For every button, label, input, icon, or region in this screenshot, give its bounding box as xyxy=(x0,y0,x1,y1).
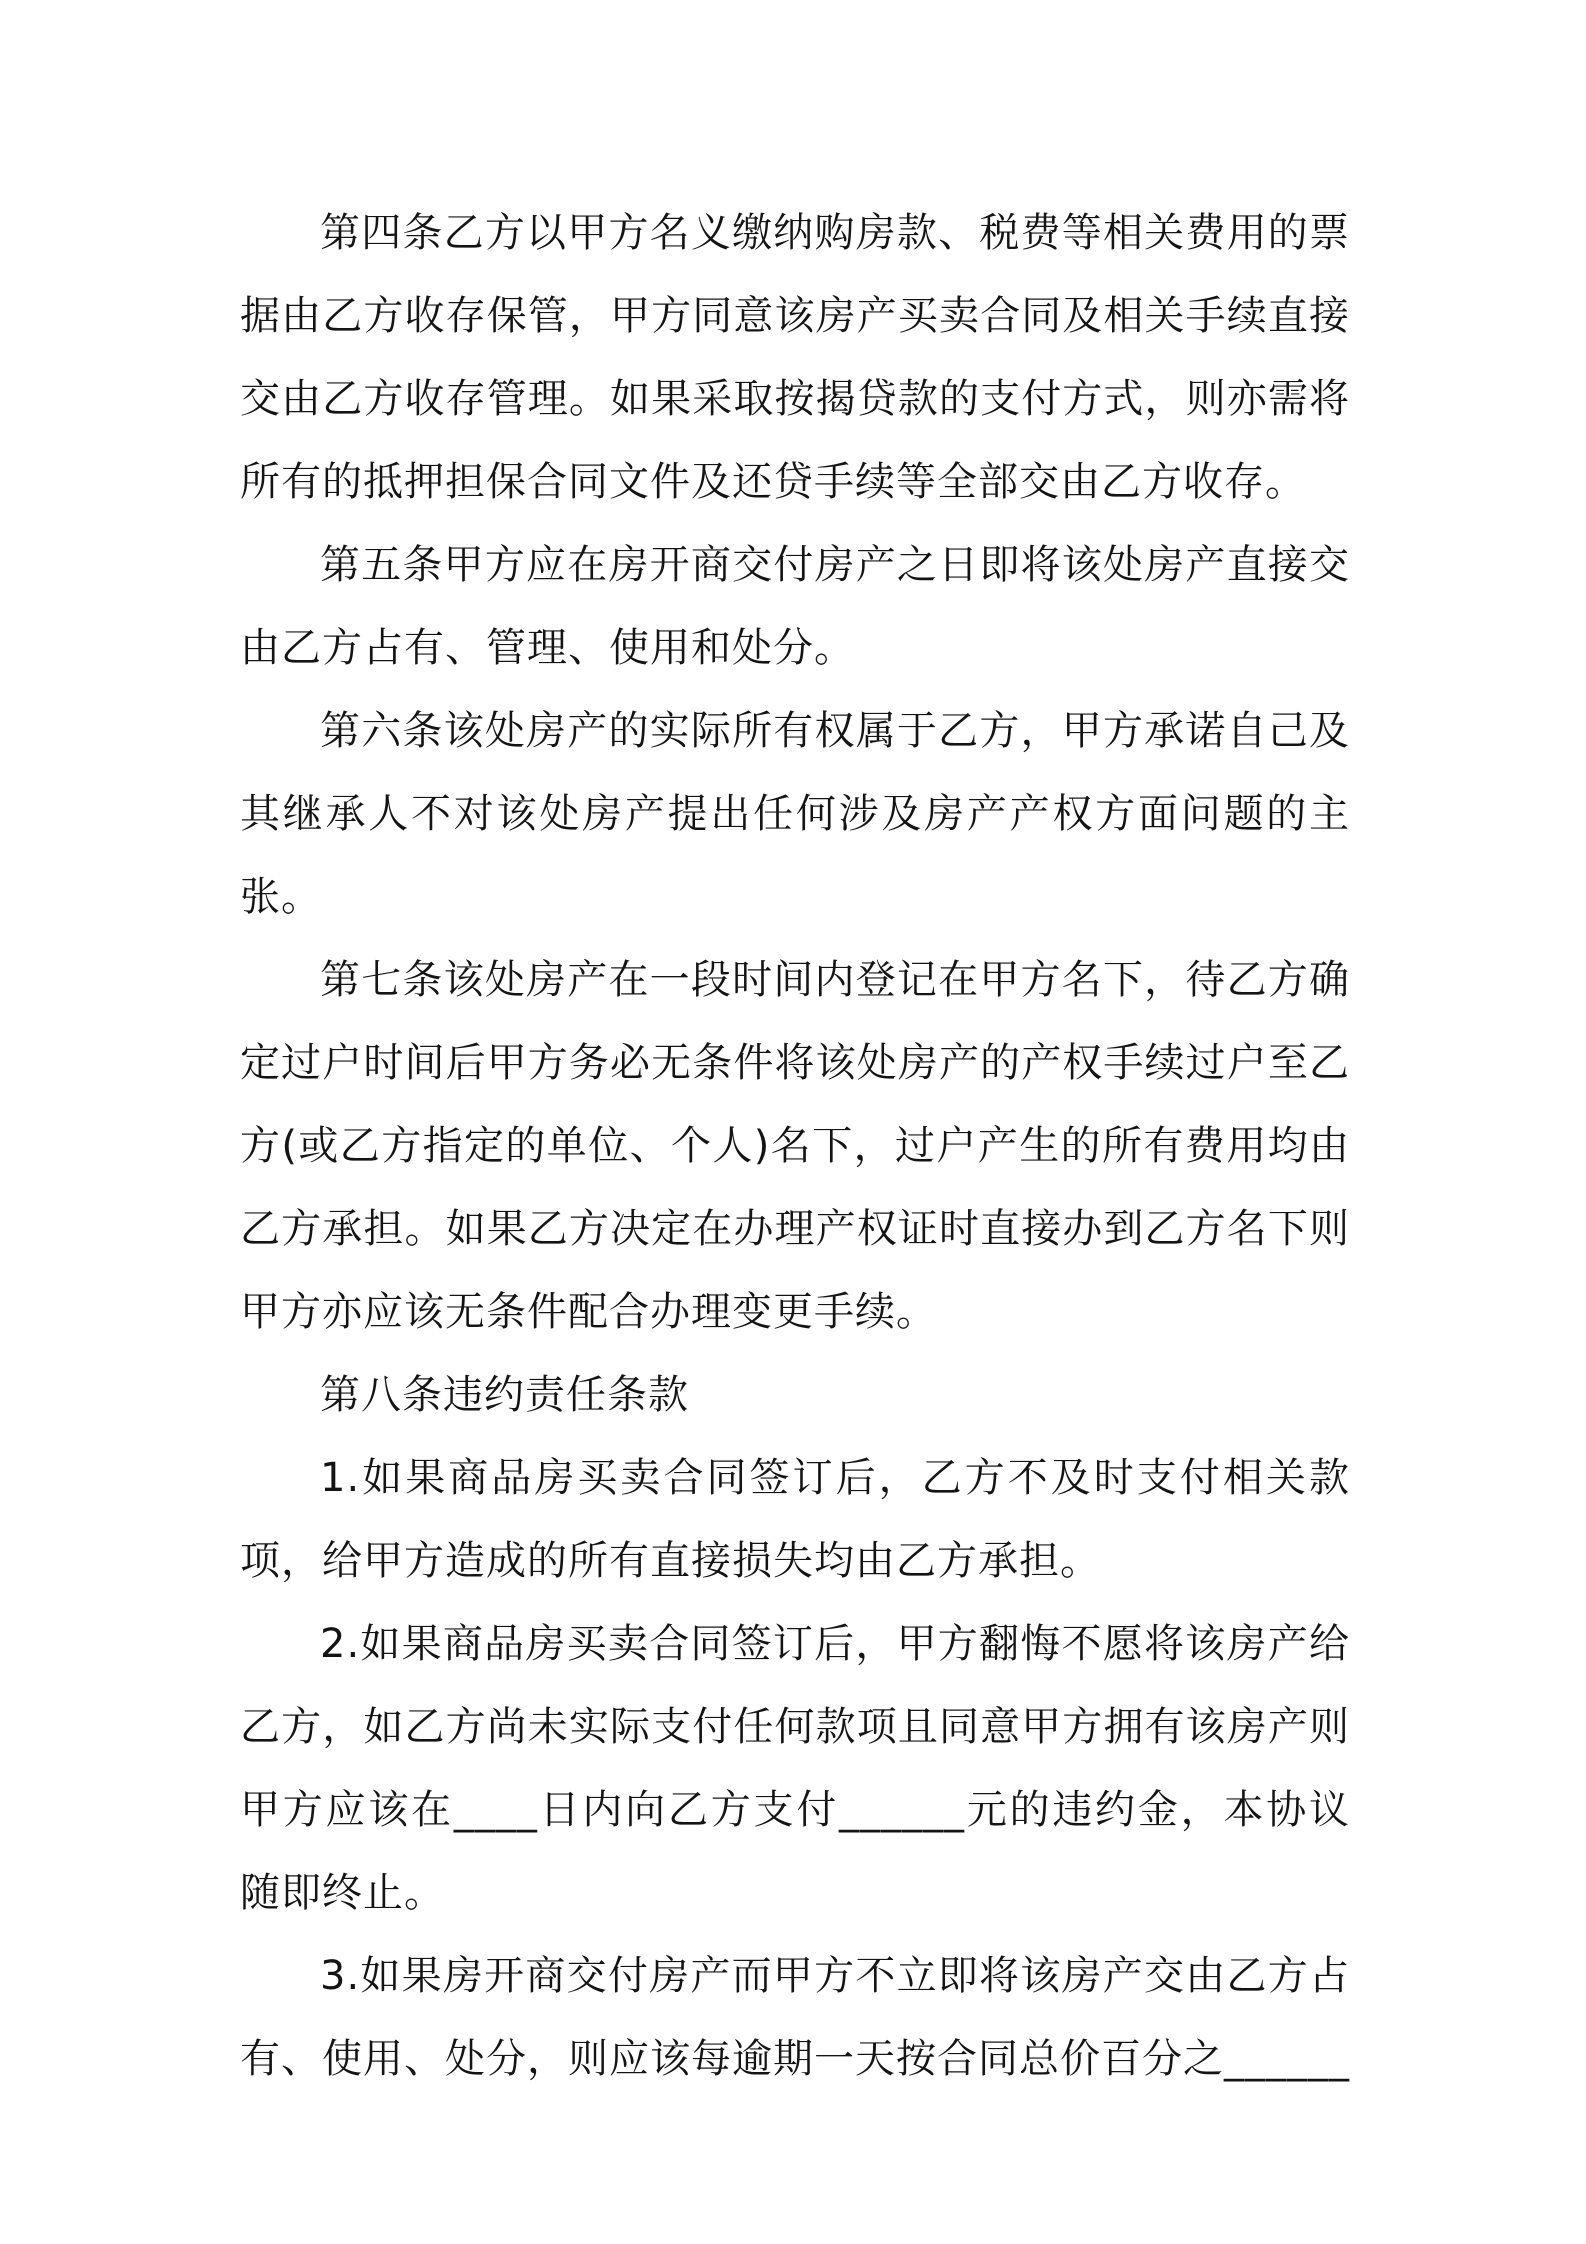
clause-7-paragraph: 第七条该处房产在一段时间内登记在甲方名下，待乙方确定过户时间后甲方务必无条件将该处房产的产权手续过户至乙方(或乙方指定的单位、个人)名下，过户产生的所有费用均由乙方承担。如果乙方决定在办理产权证时直接办到乙方名下则甲方亦应该无条件配合办理变更手续。 xyxy=(240,957,1350,1335)
clause-8-item-2: 2.如果商品房买卖合同签订后，甲方翻悔不愿将该房产给乙方，如乙方尚未实际支付任何款项且同意甲方拥有该房产则甲方应该在____日内向乙方支付______元的违约金，本协议随即终止。 xyxy=(240,1621,1350,1916)
clause-8-heading: 第八条违约责任条款 xyxy=(320,1372,689,1418)
clause-6-paragraph: 第六条该处房产的实际所有权属于乙方，甲方承诺自己及其继承人不对该处房产提出任何涉及房产产权方面问题的主张。 xyxy=(240,708,1350,920)
clause-5-paragraph: 第五条甲方应在房开商交付房产之日即将该处房产直接交由乙方占有、管理、使用和处分。 xyxy=(240,542,1350,671)
clause-8-item-3: 3.如果房开商交付房产而甲方不立即将该房产交由乙方占有、使用、处分，则应该每逾期一天按合同总价百分之______ xyxy=(240,1953,1350,2082)
clause-8-item-1: 1.如果商品房买卖合同签订后，乙方不及时支付相关款项，给甲方造成的所有直接损失均由乙方承担。 xyxy=(240,1455,1350,1584)
clause-4-paragraph: 第四条乙方以甲方名义缴纳购房款、税费等相关费用的票据由乙方收存保管，甲方同意该房产买卖合同及相关手续直接交由乙方收存管理。如果采取按揭贷款的支付方式，则亦需将所有的抵押担保合同文件及还贷手续等全部交由乙方收存。 xyxy=(240,210,1350,505)
document-body xyxy=(240,192,1350,2101)
